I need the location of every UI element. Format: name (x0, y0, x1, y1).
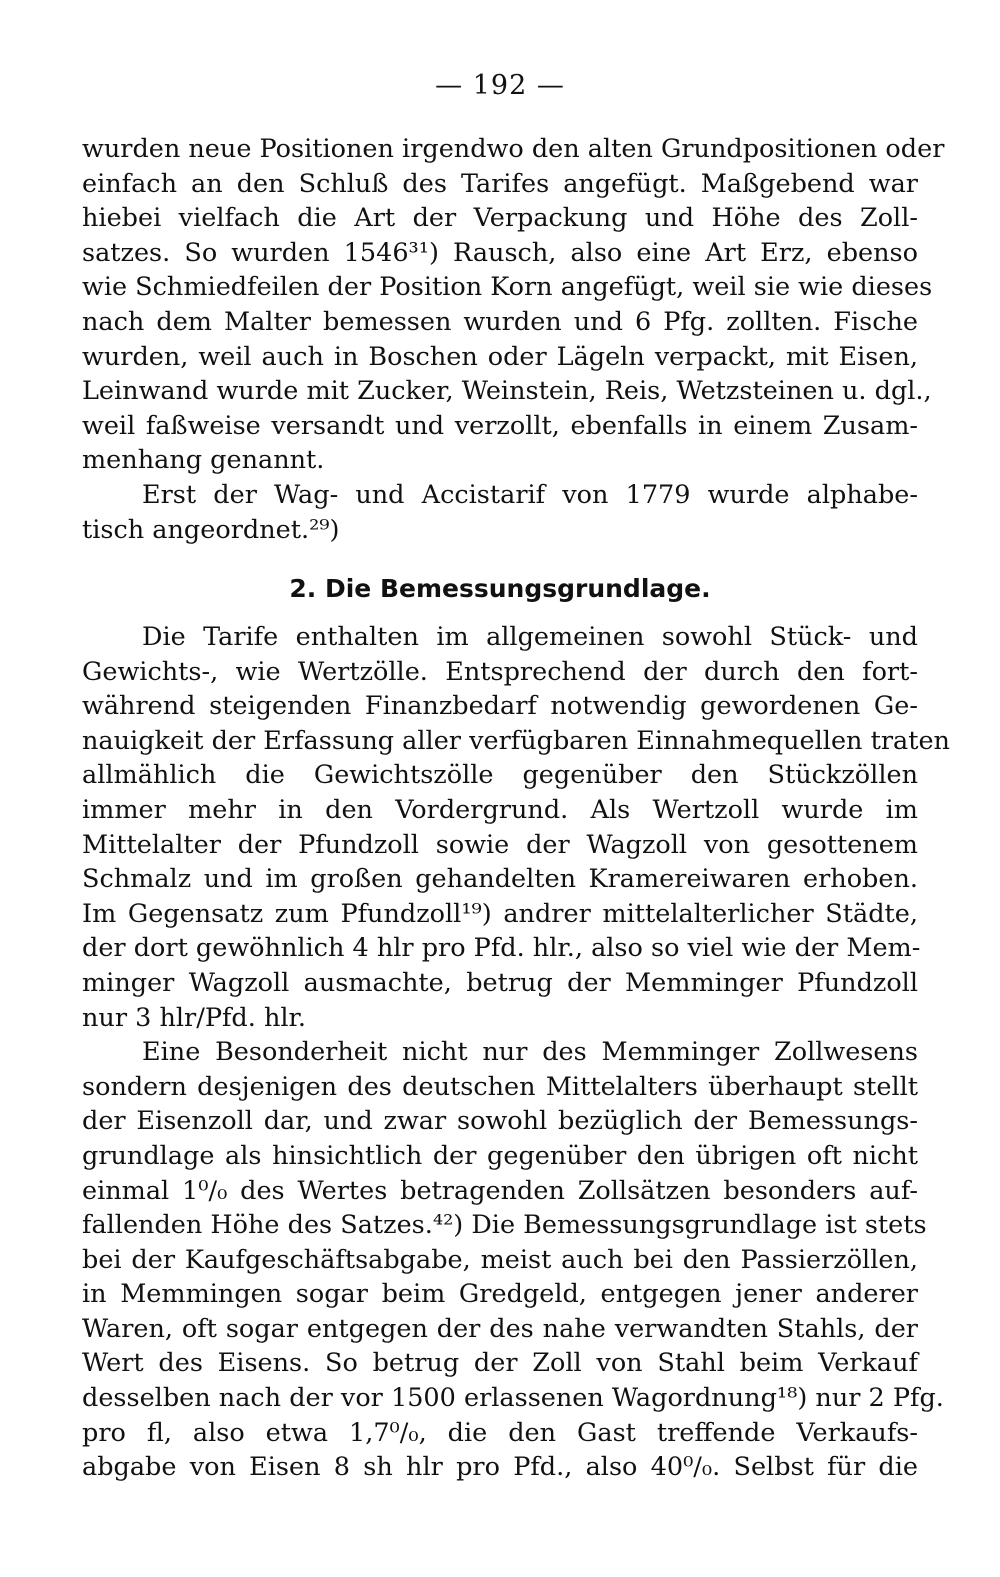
text-line: in Memmingen sogar beim Gredgeld, entgegen jener anderer (82, 1279, 918, 1310)
text-line: grundlage als hinsichtlich der gegenüber den übrigen oft nicht (82, 1140, 918, 1171)
text-line: wurden, weil auch in Boschen oder Lägeln verpackt, mit Eisen, (82, 341, 918, 372)
text-line: Erst der Wag- und Accistarif von 1779 wurde alphabe- (142, 479, 918, 510)
text-line: nur 3 hlr/Pfd. hlr. (82, 1002, 307, 1033)
text-line: tisch angeordnet.²⁹) (82, 514, 340, 545)
text-line: Im Gegensatz zum Pfundzoll¹⁹) andrer mittelalterlicher Städte, (82, 898, 918, 929)
text-line: weil faßweise versandt und verzollt, ebenfalls in einem Zusam- (82, 410, 918, 441)
text-line: während steigenden Finanzbedarf notwendig gewordenen Ge- (82, 691, 918, 722)
text-line: fallenden Höhe des Satzes.⁴²) Die Bemessungsgrundlage ist stets (82, 1210, 927, 1241)
text-line: Die Tarife enthalten im allgemeinen sowohl Stück- und (142, 622, 918, 652)
text-line: einfach an den Schluß des Tarifes angefügt. Maßgebend war (82, 168, 918, 199)
text-line: nauigkeit der Erfassung aller verfügbaren Einnahmequellen traten (82, 725, 950, 756)
text-line: immer mehr in den Vordergrund. Als Wertzoll wurde im (82, 794, 918, 825)
text-line: Waren, oft sogar entgegen der des nahe verwandten Stahls, der (82, 1313, 918, 1344)
text-line: nach dem Malter bemessen wurden und 6 Pfg. zollten. Fische (82, 306, 918, 337)
text-line: Mittelalter der Pfundzoll sowie der Wagzoll von gesottenem (82, 829, 918, 860)
text-line: abgabe von Eisen 8 sh hlr pro Pfd., also 40⁰/₀. Selbst für die (82, 1452, 918, 1483)
text-line: der Eisenzoll dar, und zwar sowohl bezüglich der Bemessungs- (82, 1106, 918, 1137)
text-line: minger Wagzoll ausmachte, betrug der Memminger Pfundzoll (82, 967, 918, 998)
text-line: Gewichts-, wie Wertzölle. Entsprechend der durch den fort- (82, 656, 918, 687)
text-line: allmählich die Gewichtszölle gegenüber den Stückzöllen (82, 760, 918, 791)
text-line: Eine Besonderheit nicht nur des Memminger Zollwesens (142, 1037, 918, 1068)
text-line: einmal 1⁰/₀ des Wertes betragenden Zollsätzen besonders auf- (82, 1175, 918, 1206)
text-line: hiebei vielfach die Art der Verpackung und Höhe des Zoll- (82, 203, 918, 234)
text-line: der dort gewöhnlich 4 hlr pro Pfd. hlr., also so viel wie der Mem- (82, 933, 921, 964)
text-line: bei der Kaufgeschäftsabgabe, meist auch bei den Passierzöllen, (82, 1244, 918, 1275)
text-line: pro fl, also etwa 1,7⁰/₀, die den Gast treffende Verkaufs- (82, 1417, 918, 1448)
paragraph-block-1 (82, 132, 945, 547)
text-line: satzes. So wurden 1546³¹) Rausch, also eine Art Erz, ebenso (82, 237, 918, 268)
text-line: wie Schmiedfeilen der Position Korn angefügt, weil sie wie dieses (82, 272, 933, 303)
text-line: wurden neue Positionen irgendwo den alten Grundpositionen oder (82, 134, 945, 164)
text-line: Leinwand wurde mit Zucker, Weinstein, Reis, Wetzsteinen u. dgl., (82, 376, 932, 407)
text-line: desselben nach der vor 1500 erlassenen Wagordnung¹⁸) nur 2 Pfg. (82, 1383, 944, 1414)
text-line: sondern desjenigen des deutschen Mittelalters überhaupt stellt (82, 1071, 918, 1102)
text-line: Schmalz und im großen gehandelten Kramereiwaren erhoben. (82, 864, 918, 895)
text-line: menhang genannt. (82, 445, 325, 476)
section-heading: 2. Die Bemessungsgrundlage. (289, 574, 711, 603)
paragraph-block-2 (82, 620, 950, 1485)
page-number: — 192 — (435, 70, 565, 101)
text-line: Wert des Eisens. So betrug der Zoll von Stahl beim Verkauf (82, 1348, 918, 1379)
